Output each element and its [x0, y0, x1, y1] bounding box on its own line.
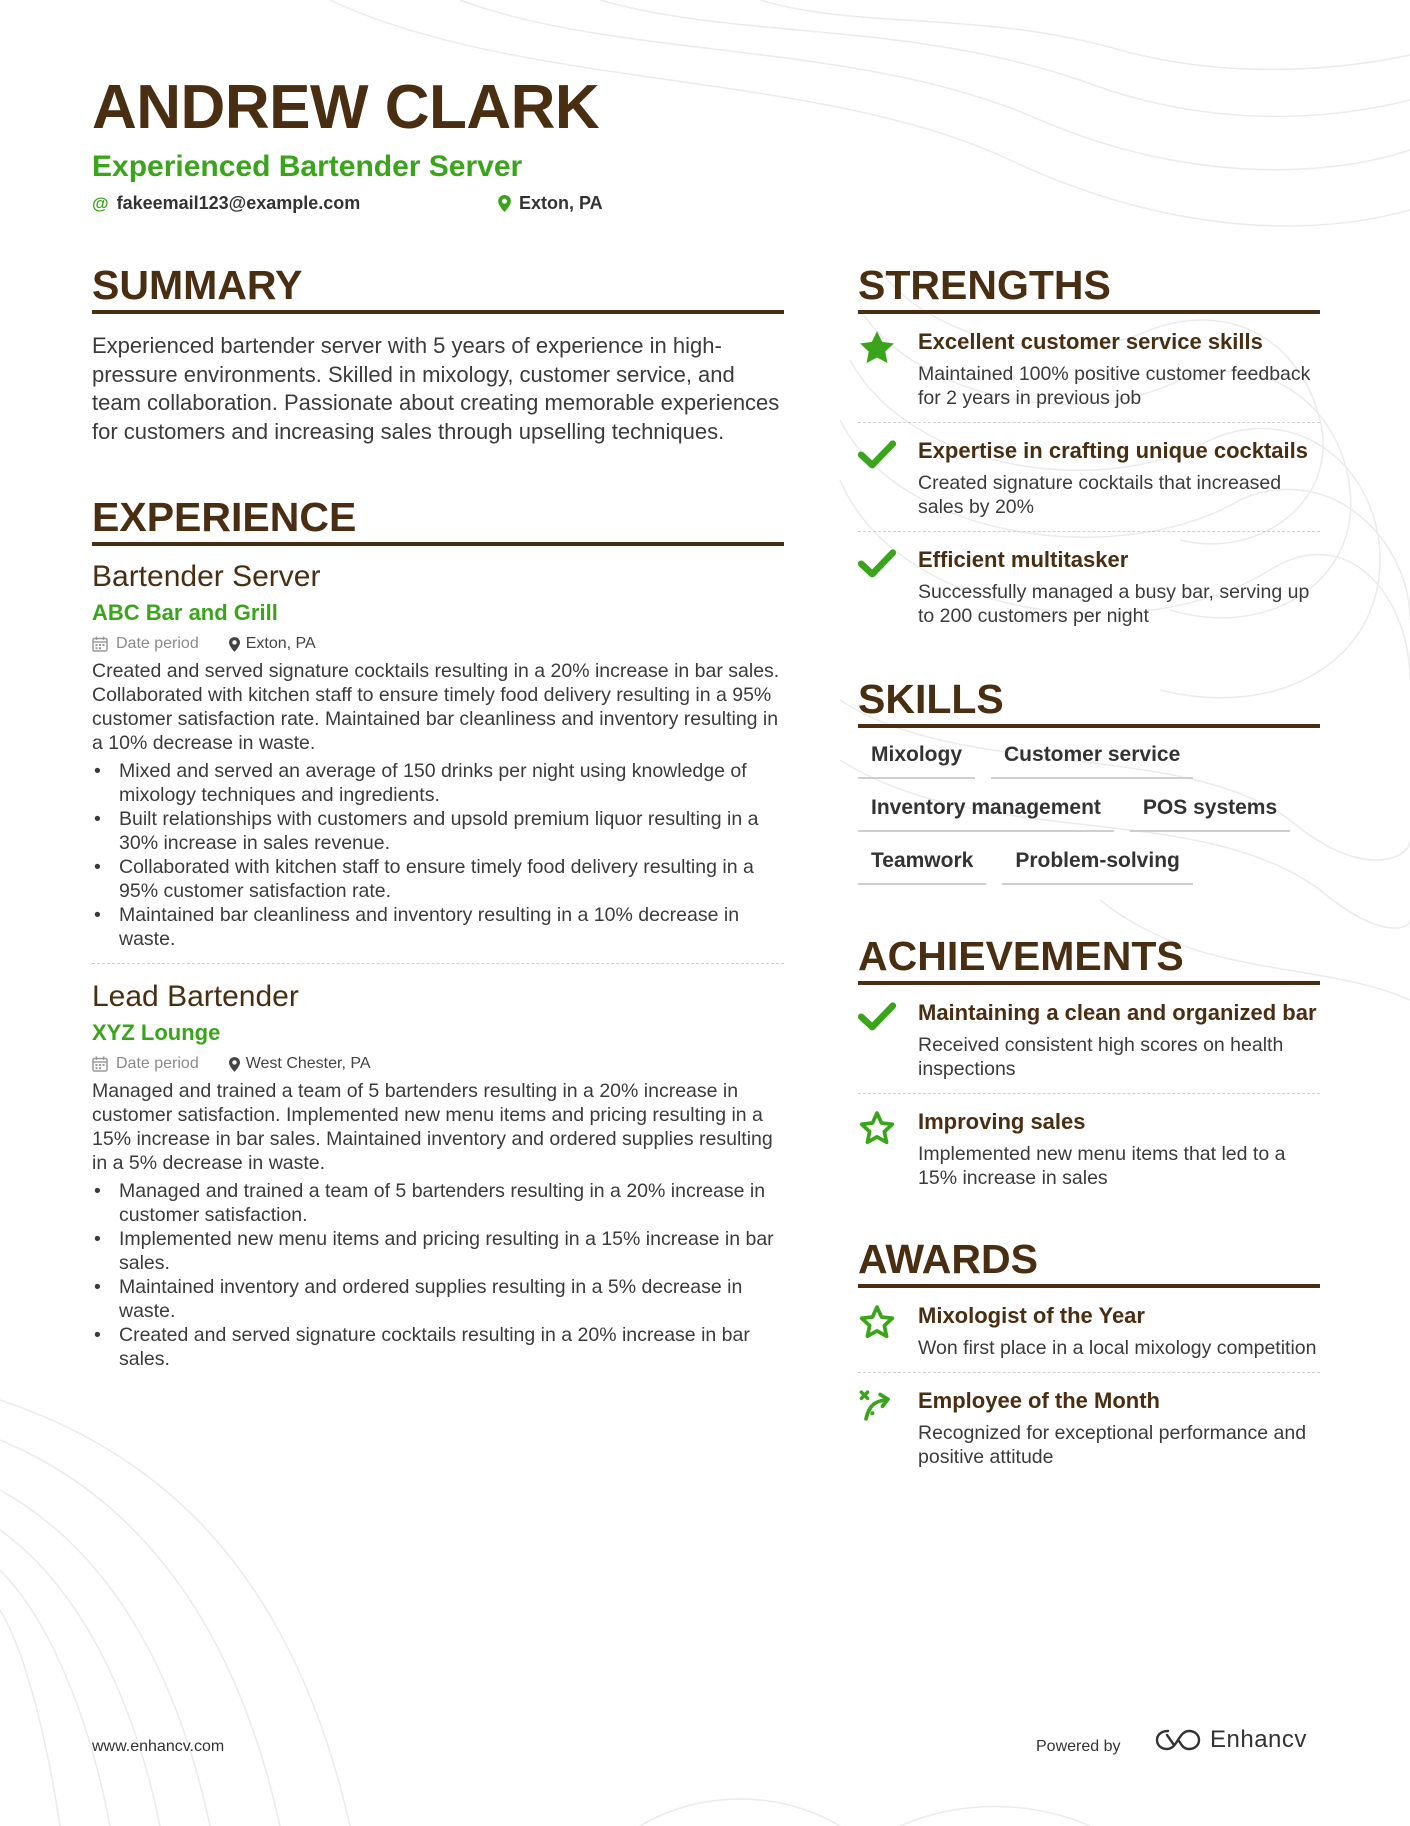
checkmark-icon: [858, 439, 896, 469]
achievement-title: Maintaining a clean and organized bar: [918, 1000, 1317, 1025]
powered-by-label: Powered by: [1036, 1738, 1121, 1755]
list-item: • Created and served signature cocktails resulting in a 20% increase in bar sales.: [92, 1323, 784, 1371]
summary-text: Experienced bartender server with 5 years of experience in high-pressure environments. Skilled in mixology, customer service, and team collaboration. Passionate about creating memorable experiences for customers and increasing sales through upselling techniques.: [92, 333, 780, 444]
skill-tag: Inventory management: [858, 793, 1114, 832]
left-column: [92, 262, 784, 1371]
awards-heading: AWARDS: [858, 1236, 1320, 1288]
experience-section: [92, 494, 784, 1371]
award-desc: Won first place in a local mixology competition: [918, 1337, 1317, 1359]
list-item: • Collaborated with kitchen staff to ensure timely food delivery resulting in a 95% customer satisfaction rate.: [92, 855, 784, 903]
star-filled-icon: [858, 330, 896, 366]
map-pin-icon: [498, 195, 511, 212]
achievement-item: [858, 1093, 1320, 1202]
list-item: • Maintained bar cleanliness and inventory resulting in a 10% decrease in waste.: [92, 903, 784, 951]
enhancv-logo-icon: [1154, 1727, 1202, 1753]
entry-divider: [92, 963, 784, 964]
achievement-item: [858, 985, 1320, 1093]
at-sign-icon: @: [92, 193, 109, 213]
contact-email[interactable]: [92, 193, 360, 214]
star-outline-icon: [858, 1110, 896, 1146]
job-location: [229, 1053, 371, 1075]
list-item: • Maintained inventory and ordered supplies resulting in a 5% decrease in waste.: [92, 1275, 784, 1323]
candidate-title: Experienced Bartender Server: [92, 150, 523, 183]
award-item: [858, 1288, 1320, 1372]
company-name: XYZ Lounge: [92, 1020, 221, 1045]
candidate-name: ANDREW CLARK: [92, 73, 600, 142]
list-item: • Implemented new menu items and pricing resulting in a 15% increase in bar sales.: [92, 1227, 784, 1275]
job-title: Lead Bartender: [92, 980, 299, 1013]
job-location-text: Exton, PA: [245, 635, 316, 652]
strength-title: Excellent customer service skills: [918, 329, 1263, 354]
strength-item: [858, 314, 1320, 422]
skills-list: [858, 728, 1320, 899]
achievement-desc: Received consistent high scores on health inspections: [918, 1034, 1284, 1080]
job-description: Managed and trained a team of 5 bartenders resulting in a 20% increase in customer satisfaction. Implemented new menu items and pricing resulting in a 15% increase in bar sales. Maintained inventory and ordered supplies resulting in a 5% decrease in waste.: [92, 1080, 773, 1174]
skill-tag: Mixology: [858, 740, 975, 779]
strength-item: [858, 422, 1320, 531]
skills-section: [858, 676, 1320, 899]
map-pin-icon: [229, 637, 240, 652]
summary-section: [92, 262, 784, 446]
right-column: [858, 262, 1320, 1481]
job-description: Created and served signature cocktails resulting in a 20% increase in bar sales. Collaborated with kitchen staff to ensure timely food delivery resulting in a 95% customer satisfaction rate. Maintained bar cleanliness and inventory resulting in a 10% decrease in waste.: [92, 660, 780, 754]
job-location-text: West Chester, PA: [245, 1055, 371, 1072]
enhancv-wordmark: Enhancv: [1210, 1726, 1307, 1753]
calendar-icon: [92, 1056, 108, 1072]
strength-item: [858, 531, 1320, 640]
skills-heading: SKILLS: [858, 676, 1320, 728]
job-meta: [92, 633, 784, 655]
email-text: fakeemail123@example.com: [116, 193, 361, 213]
star-outline-icon: [858, 1304, 896, 1340]
list-item: • Managed and trained a team of 5 bartenders resulting in a 20% increase in customer satisfaction.: [92, 1179, 784, 1227]
contact-location: [498, 193, 603, 214]
strength-title: Expertise in crafting unique cocktails: [918, 438, 1308, 463]
strengths-section: [858, 262, 1320, 640]
strengths-heading: STRENGTHS: [858, 262, 1320, 314]
enhancv-logo[interactable]: [1154, 1726, 1307, 1754]
achievements-section: [858, 933, 1320, 1202]
award-desc: Recognized for exceptional performance and positive attitude: [918, 1422, 1307, 1468]
job-date: Date period: [116, 635, 199, 652]
job-meta: [92, 1053, 784, 1075]
summary-heading: SUMMARY: [92, 262, 784, 314]
job-location: [229, 633, 316, 655]
award-item: [858, 1372, 1320, 1481]
strength-desc: Created signature cocktails that increased sales by 20%: [918, 472, 1282, 518]
job-bullets: [92, 759, 784, 951]
company-name: ABC Bar and Grill: [92, 600, 278, 625]
map-pin-icon: [229, 1057, 240, 1072]
experience-entry: [92, 978, 784, 1371]
award-title: Mixologist of the Year: [918, 1303, 1145, 1328]
strength-desc: Successfully managed a busy bar, serving up to 200 customers per night: [918, 581, 1310, 627]
job-date: Date period: [116, 1055, 199, 1072]
strength-desc: Maintained 100% positive customer feedback for 2 years in previous job: [918, 363, 1311, 409]
checkmark-icon: [858, 548, 896, 578]
skill-tag: Problem-solving: [1002, 846, 1193, 885]
strategy-arrow-icon: [858, 1389, 896, 1425]
experience-heading: EXPERIENCE: [92, 494, 784, 546]
award-title: Employee of the Month: [918, 1388, 1160, 1413]
experience-entry: [92, 558, 784, 951]
skill-tag: Customer service: [991, 740, 1193, 779]
achievement-title: Improving sales: [918, 1109, 1086, 1134]
skill-tag: POS systems: [1130, 793, 1290, 832]
calendar-icon: [92, 636, 108, 652]
awards-section: [858, 1236, 1320, 1481]
achievements-heading: ACHIEVEMENTS: [858, 933, 1320, 985]
checkmark-icon: [858, 1001, 896, 1031]
achievement-desc: Implemented new menu items that led to a 15% increase in sales: [918, 1143, 1286, 1189]
strength-title: Efficient multitasker: [918, 547, 1129, 572]
footer-link[interactable]: www.enhancv.com: [92, 1738, 225, 1755]
list-item: • Built relationships with customers and upsold premium liquor resulting in a 30% increase in sales revenue.: [92, 807, 784, 855]
job-title: Bartender Server: [92, 560, 321, 593]
list-item: • Mixed and served an average of 150 drinks per night using knowledge of mixology techniques and ingredients.: [92, 759, 784, 807]
job-bullets: [92, 1179, 784, 1371]
skill-tag: Teamwork: [858, 846, 986, 885]
location-text: Exton, PA: [519, 193, 603, 213]
